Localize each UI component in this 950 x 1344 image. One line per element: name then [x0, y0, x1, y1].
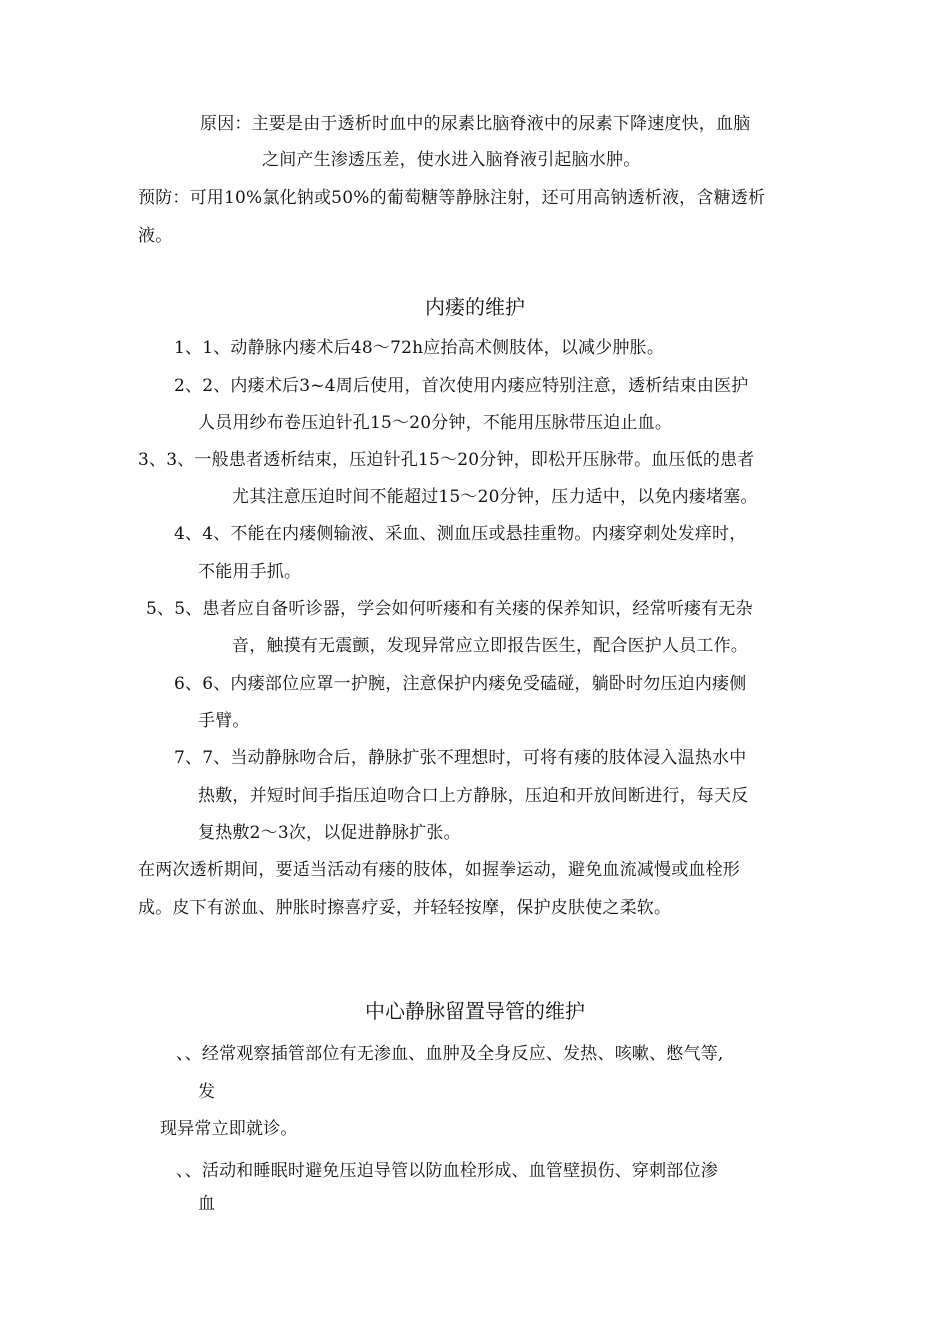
- catheter-item-1-line-3: 现异常立即就诊。: [160, 1119, 298, 1139]
- fistula-item-7-line-2: 热敷，并短时间手指压迫吻合口上方静脉，压迫和开放间断进行，每天反: [198, 786, 749, 806]
- fistula-note-line-2: 成。皮下有淤血、肿胀时擦喜疗妥，并轻轻按摩，保护皮肤使之柔软。: [138, 898, 672, 918]
- fistula-item-4-line-2: 不能用手抓。: [198, 562, 302, 582]
- fistula-item-2-line-1: 2、2、内瘘术后3~4周后使用，首次使用内瘘应特别注意，透析结束由医护: [174, 376, 749, 396]
- prevention-line-2: 液。: [138, 226, 173, 246]
- catheter-heading: 中心静脉留置导管的维护: [365, 999, 585, 1023]
- cause-line-1: 原因：主要是由于透析时血中的尿素比脑脊液中的尿素下降速度快，血脑: [200, 114, 751, 134]
- catheter-item-2-line-2: 血: [198, 1194, 216, 1214]
- fistula-item-5-line-1: 5、5、患者应自备听诊器，学会如何听瘘和有关瘘的保养知识，经常听瘘有无杂: [146, 599, 753, 619]
- fistula-item-3-line-2: 尤其注意压迫时间不能超过15〜20分钟，压力适中，以免内瘘堵塞。: [232, 487, 758, 507]
- fistula-item-4-line-1: 4、4、不能在内瘘侧输液、采血、测血压或悬挂重物。内瘘穿刺处发痒时，: [174, 524, 747, 544]
- fistula-item-1-line-1: 1、1、动静脉内瘘术后48〜72h应抬高术侧肢体，以减少肿胀。: [174, 338, 665, 358]
- fistula-item-6-line-1: 6、6、内瘘部位应罩一护腕，注意保护内瘘免受磕碰，躺卧时勿压迫内瘘侧: [174, 674, 747, 694]
- catheter-item-2-line-1: 、、活动和睡眠时避免压迫导管以防血栓形成、血管壁损伤、穿刺部位渗: [176, 1161, 718, 1181]
- prevention-line-1: 预防：可用10%氯化钠或50%的葡萄糖等静脉注射，还可用高钠透析液，含糖透析: [138, 188, 766, 208]
- cause-line-2: 之间产生渗透压差，使水进入脑脊液引起脑水肿。: [262, 150, 641, 170]
- fistula-item-5-line-2: 音，触摸有无震颤，发现异常应立即报告医生，配合医护人员工作。: [232, 636, 748, 656]
- fistula-item-6-line-2: 手臂。: [198, 711, 250, 731]
- fistula-item-7-line-3: 复热敷2〜3次，以促进静脉扩张。: [198, 823, 461, 843]
- fistula-note-line-1: 在两次透析期间，要适当活动有瘘的肢体，如握拳运动，避免血流减慢或血栓形: [138, 860, 740, 880]
- fistula-item-7-line-1: 7、7、当动静脉吻合后，静脉扩张不理想时，可将有瘘的肢体浸入温热水中: [174, 748, 747, 768]
- catheter-item-1-line-2: 发: [198, 1082, 216, 1102]
- fistula-item-3-line-1: 3、3、一般患者透析结束，压迫针孔15〜20分钟，即松开压脉带。血压低的患者: [138, 450, 755, 470]
- catheter-item-1-line-1: 、、经常观察插管部位有无渗血、血肿及全身反应、发热、咳嗽、憋气等,: [176, 1044, 724, 1064]
- fistula-heading: 内瘘的维护: [425, 295, 525, 319]
- fistula-item-2-line-2: 人员用纱布卷压迫针孔15〜20分钟，不能用压脉带压迫止血。: [198, 413, 673, 433]
